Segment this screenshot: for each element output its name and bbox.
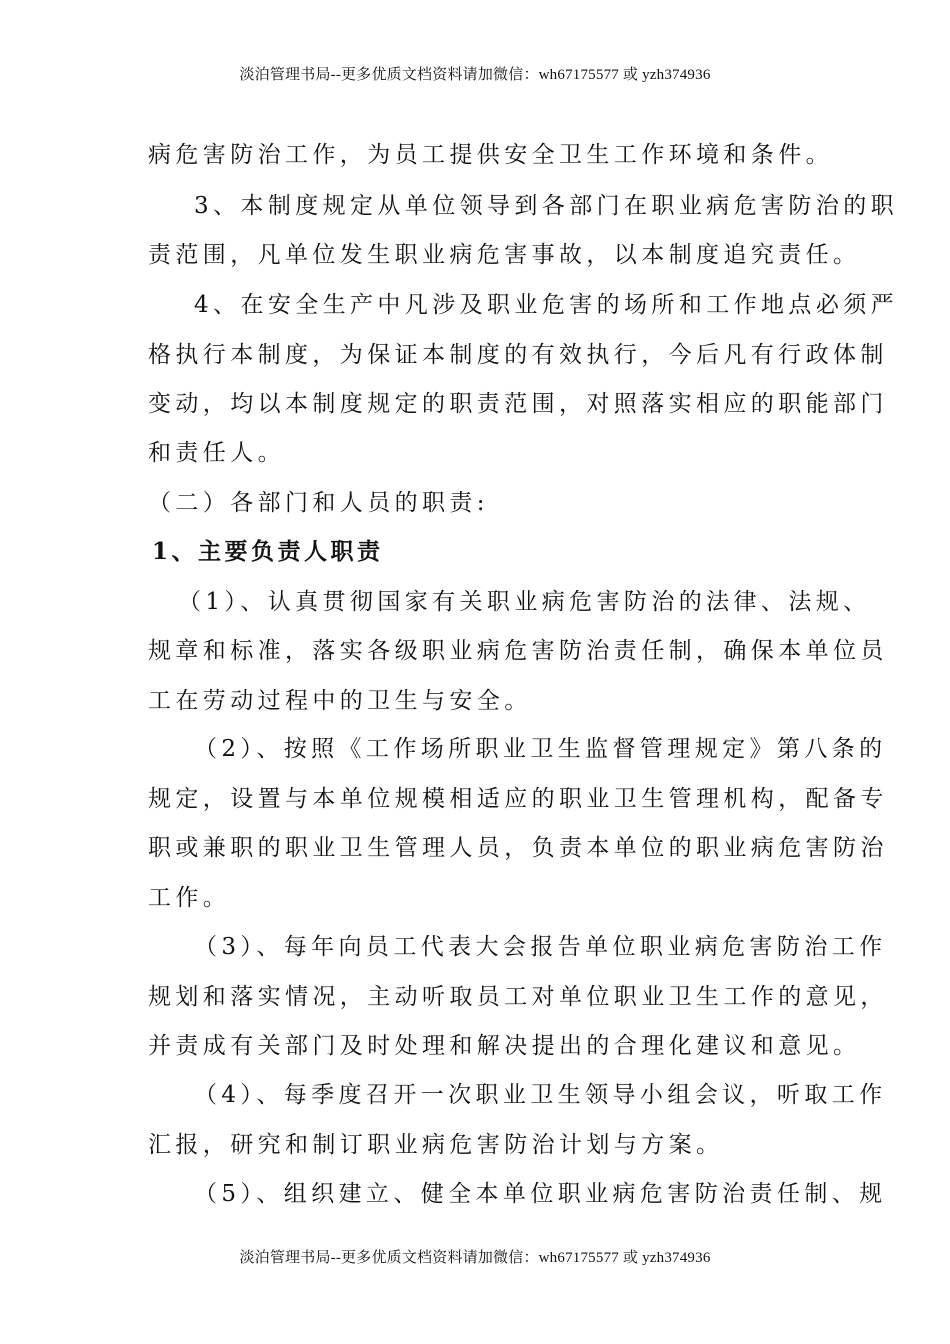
text-line: 并责成有关部门及时处理和解决提出的合理化建议和意见。	[148, 1033, 861, 1059]
text-line: （4）、每季度召开一次职业卫生领导小组会议，听取工作	[194, 1082, 887, 1108]
section-heading: （二）各部门和人员的职责:	[148, 490, 489, 516]
page-header: 淡泊管理书局--更多优质文档资料请加微信：wh67175577 或 yzh374936	[239, 67, 711, 83]
text-line: （2）、按照《工作场所职业卫生监督管理规定》第八条的	[194, 736, 887, 762]
text-line: 和责任人。	[148, 440, 285, 466]
text-line: （3）、每年向员工代表大会报告单位职业病危害防治工作	[194, 934, 887, 960]
text-line: 职或兼职的职业卫生管理人员，负责本单位的职业病危害防治	[148, 835, 888, 861]
text-line: （5）、组织建立、健全本单位职业病危害防治责任制、规	[194, 1181, 887, 1207]
text-line: 格执行本制度，为保证本制度的有效执行，今后凡有行政体制	[148, 342, 888, 368]
text-line: 病危害防治工作，为员工提供安全卫生工作环境和条件。	[148, 142, 833, 168]
text-line: （1）、认真贯彻国家有关职业病危害防治的法律、法规、	[178, 589, 871, 615]
text-line: 工在劳动过程中的卫生与安全。	[148, 688, 532, 714]
text-line: 规划和落实情况，主动听取员工对单位职业卫生工作的意见，	[148, 984, 888, 1010]
page-footer: 淡泊管理书局--更多优质文档资料请加微信：wh67175577 或 yzh374936	[239, 1250, 711, 1266]
text-line: 3、本制度规定从单位领导到各部门在职业病危害防治的职	[194, 193, 899, 219]
text-line: 规章和标准，落实各级职业病危害防治责任制，确保本单位员	[148, 638, 888, 664]
text-line: 汇报，研究和制订职业病危害防治计划与方案。	[148, 1132, 724, 1158]
text-line: 4、在安全生产中凡涉及职业危害的场所和工作地点必须严	[194, 292, 899, 318]
text-line: 变动，均以本制度规定的职责范围，对照落实相应的职能部门	[148, 391, 888, 417]
text-line: 责范围，凡单位发生职业病危害事故，以本制度追究责任。	[148, 242, 861, 268]
subsection-heading: 1、主要负责人职责	[152, 538, 384, 565]
text-line: 工作。	[148, 885, 231, 911]
text-line: 规定，设置与本单位规模相适应的职业卫生管理机构，配备专	[148, 786, 888, 812]
